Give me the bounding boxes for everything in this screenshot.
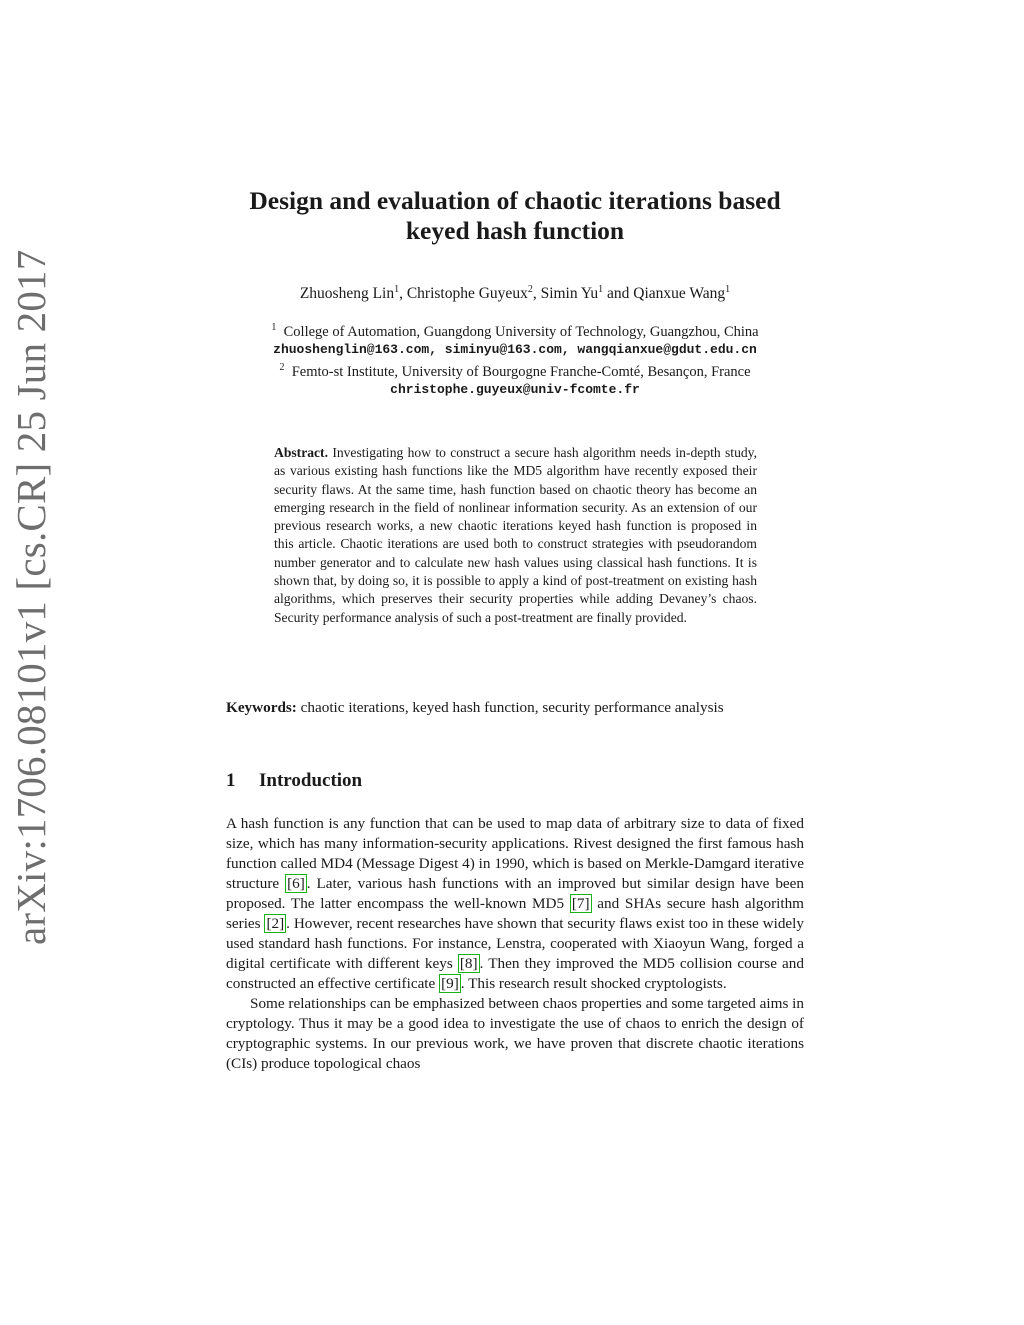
p1-text-4: . However, recent researches have shown that security flaws exist too in these widely used standard hash functions. For instance, Lenstra, cooperated with Xiaoyun Wang, forged a digital certificate with different keys	[226, 915, 804, 972]
abstract	[274, 444, 757, 627]
author-3: Simin Yu	[540, 285, 599, 303]
affiliation-1-text: College of Automation, Guangdong University of Technology, Guangzhou, China	[283, 323, 759, 340]
affiliations	[200, 319, 830, 399]
author-4-affil: 1	[725, 284, 731, 295]
p1-text-3: and SHAs secure hash algorithm series	[226, 895, 804, 932]
paper-title	[200, 186, 830, 246]
abstract-text: Investigating how to construct a secure hash algorithm needs in-depth study, as various existing hash functions like the MD5 algorithm have recently exposed their security flaws. At the same time, hash function based on chaotic theory has become an emerging research in the field of nonlinear information security. As an extension of our previous research works, a new chaotic iterations keyed hash function is proposed in this article. Chaotic iterations are used both to construct strategies with pseudorandom number generator and to calculate new hash values using classical hash functions. It is shown that, by doing so, it is possible to apply a kind of post-treatment on existing hash algorithms, which preserves their security properties while adding Devaney’s chaos. Security performance analysis of such a post-treatment are finally provided.	[274, 445, 757, 625]
arxiv-identifier: arXiv:1706.08101v1 [cs.CR] 25 Jun 2017	[8, 249, 54, 945]
affiliation-2	[200, 359, 830, 381]
paragraph-1	[226, 814, 804, 994]
p1-text-5: . Then they improved the MD5 collision course and constructed an effective certificate	[226, 955, 804, 992]
paragraph-2: Some relationships can be emphasized between chaos properties and some targeted aims in cryptology. Thus it may be a good idea to investigate the use of chaos to enrich the design of cryptographic systems. In our previous work, we have proven that discrete chaotic iterations (CIs) produce topological chaos	[226, 995, 804, 1072]
title-line-1: Design and evaluation of chaotic iterations based	[249, 186, 781, 215]
affiliation-1-marker: 1	[271, 322, 277, 333]
body-text	[226, 814, 804, 1074]
author-2-affil: 2	[527, 284, 533, 295]
p1-text-2: . Later, various hash functions with an improved but similar design have been proposed. The latter encompass the well-known MD5	[226, 875, 804, 912]
citation-6[interactable]: [6]	[287, 875, 305, 892]
abstract-label: Abstract.	[274, 445, 328, 460]
keywords	[226, 698, 804, 718]
section-number: 1	[226, 770, 236, 791]
author-2: Christophe Guyeux	[406, 285, 528, 303]
citation-2[interactable]: [2]	[266, 915, 285, 932]
author-conjunction: and	[607, 285, 630, 303]
p1-text-6: . This research result shocked cryptologists.	[460, 975, 727, 992]
keywords-label: Keywords:	[226, 699, 297, 716]
author-3-affil: 1	[598, 284, 604, 295]
author-4: Qianxue Wang	[633, 285, 726, 303]
p1-text-1: A hash function is any function that can be used to map data of arbitrary size to data of fixed size, which has many information-security applications. Rivest designed the first famous hash function called MD4 (Message Digest 4) in 1990, which is based on Merkle-Damgard iterative structure	[226, 815, 804, 892]
affiliation-2-email[interactable]: christophe.guyeux@univ-fcomte.fr	[390, 381, 640, 397]
affiliation-2-text: Femto-st Institute, University of Bourgogne Franche-Comté, Besançon, France	[291, 363, 751, 380]
keywords-text: chaotic iterations, keyed hash function, security performance analysis	[300, 699, 724, 716]
title-line-2: keyed hash function	[405, 216, 625, 245]
citation-8[interactable]: [8]	[459, 955, 478, 972]
author-1-affil: 1	[394, 284, 400, 295]
affiliation-1-emails[interactable]: zhuoshenglin@163.com, siminyu@163.com, wangqianxue@gdut.edu.cn	[273, 341, 757, 357]
affiliation-2-marker: 2	[279, 361, 285, 373]
author-1: Zhuosheng Lin	[299, 285, 395, 303]
citation-7[interactable]: [7]	[571, 895, 590, 912]
citation-9[interactable]: [9]	[441, 975, 459, 992]
author-list: Zhuosheng Lin$^1$, Christophe Guyeux$^2$, Simin Yu$^1$ and Qianxue Wang$^1$	[299, 284, 731, 303]
affiliation-1	[200, 319, 830, 341]
section-title: Introduction	[259, 770, 363, 791]
section-heading	[226, 770, 362, 792]
